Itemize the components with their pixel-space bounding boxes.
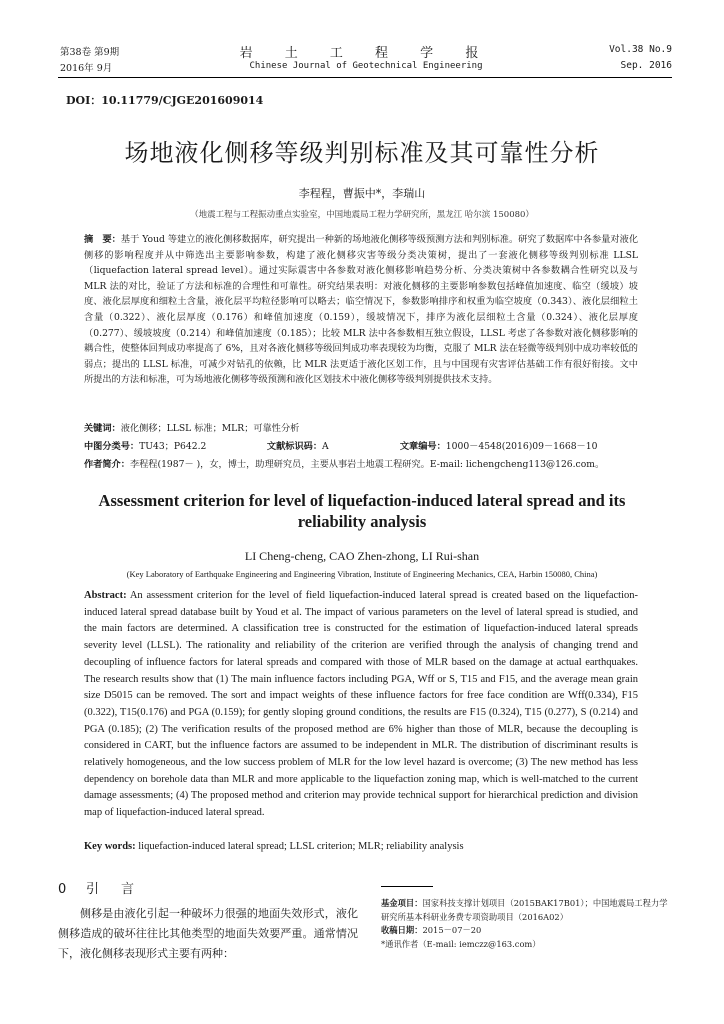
body-paragraph: 侧移是由液化引起一种破坏力很强的地面失效形式，液化侧移造成的破坏往往比其他类型的地面失效要严重。通常情况下，液化侧移表现形式主要有两种： (58, 907, 358, 960)
affiliation-en: (Key Laboratory of Earthquake Engineering and Engineering Vibration, Institute of Engineering Mechanics, CEA, Harbin 150080, China) (126, 569, 598, 579)
clc-value: TU43；P642.2 (139, 441, 207, 452)
keywords-cn (84, 420, 638, 434)
clc-label: 中图分类号： (84, 441, 140, 452)
doi[interactable]: DOI：10.11779/CJGE201609014 (66, 94, 264, 107)
authors-en: LI Cheng-cheng, CAO Zhen-zhong, LI Rui-shan (244, 549, 480, 563)
fund-text: 国家科技支撑计划项目（2015BAK17B01）；中国地震局工程力学研究所基本科研业务费专项资助项目（2016A02） (381, 898, 668, 922)
doc-code-value: A (322, 441, 329, 452)
doc-code-label: 文献标识码： (266, 441, 323, 452)
received-date: 2015－07－20 (422, 925, 482, 935)
keywords-en-text: liquefaction-induced lateral spread; LLSL criterion; MLR; reliability analysis (138, 841, 464, 852)
abstract-cn (84, 232, 638, 388)
header-rule (58, 77, 672, 78)
journal-name-cn: 岩 土 工 程 学 报 (239, 46, 493, 61)
section-heading (58, 878, 156, 897)
fund-line (381, 897, 673, 924)
authors-cn: 李程程，曹振中*，李瑞山 (298, 187, 426, 200)
footnote (381, 897, 673, 951)
affiliation-cn: （地震工程与工程振动重点实验室，中国地震局工程力学研究所，黑龙江 哈尔滨 150080） (190, 210, 534, 220)
received-line (381, 924, 673, 938)
volume-issue-cn: 第38卷 第9期 (60, 47, 120, 58)
keywords-en (84, 841, 638, 852)
date-en: Sep. 2016 (620, 60, 672, 71)
classification-line (84, 438, 638, 452)
title-en: Assessment criterion for level of liquefaction-induced lateral spread and its reliability analysis (98, 491, 626, 531)
running-header (60, 44, 672, 76)
abstract-cn-label: 摘 要： (84, 234, 121, 245)
section-title: 引言 (86, 882, 157, 897)
article-no-label: 文章编号： (399, 441, 446, 452)
abstract-en-text: An assessment criterion for the level of field liquefaction-induced lateral spread is created based on the liquefaction-induced lateral spread database built by Youd et al. The impact of various parameters on the level of lateral spread is studied, and the main factors are determined. A classification tree is constructed for the estimation of liquefaction-induced lateral spreads severity level (LLSL). The rationality and reliability of the criterion are verified through the analysis of changing trend and decoupling of influence factors for lateral spreads and compared with those of MLR based on the damage at actual earthquakes. The research results show that (1) The main influence factors including PGA, Wff or S, T15 and F15, and the average mean grain size D5015 can be removed. The sort and impact weights of these influence factors for free face condition are Wff(0.334), F15 (0.322), T15(0.176) and PGA (0.159); for gently sloping ground conditions, the results are F15 (0.324), T15 (0.277), S (0.214) and PGA (0.185); (2) The verification results of the proposed method are 6% higher than those of MLR, because the decoupling is considered in CART, but the influence factors are assumed to be independent in MLR. The distribution of discriminant results is relatively homogeneous, and the low success problem of MLR for the low level hazard is overcome; (3) The new method has less dependency on borehole data than MLR and more applicable to the liquefaction zoning map, which is well-matched to the current damage assessments; (4) The proposed method and criterion may provide technical support for hierarchical prediction and division map of liquefaction-induced lateral spread. (84, 590, 638, 819)
title-cn: 场地液化侧移等级判别标准及其可靠性分析 (124, 139, 600, 167)
abstract-cn-text: 基于 Youd 等建立的液化侧移数据库，研究提出一种新的场地液化侧移等级预测方法和判别标准。研究了数据库中各参量对液化侧移的影响程度并从中筛选出主要影响参数，构建了液化侧移灾害等级分类决策树，提出了一套液化侧移等级判别标准 LLSL（liquefaction lateral spread level）。通过实际震害中各参数对液化侧移影响趋势分析、分类决策树中各参数耦合性研究以及与 MLR 法的对比，验证了方法和标准的合理性和可靠性。研究结果表明：对液化侧移的主要影响参数包括峰值加速度、临空（缓坡）坡度、液化层厚度和细粒土含量，液化层平均粒径影响可以略去；临空情况下，参数影响排序和权重为临空坡度（0.343）、液化层细粒土含量（0.322）、液化层厚度（0.176）和峰值加速度（0.159），缓坡情况下，排序为液化层细粒土含量（0.324）、液化层厚度（0.277）、缓坡坡度（0.214）和峰值加速度（0.185）；比较 MLR 法中各参数相互独立假设，LLSL 考虑了各参数对液化侧移影响的耦合性，使整体回判成功率提高了 6%，且对各液化侧移等级回判成功率表现较为均衡，克服了 MLR 法在轻微等级判别中成功率较低的弱点；提出的 LLSL 标准，可减少对钻孔的依赖，比 MLR 法更适于液化区划工作，且与中国现有灾害评估基础工作有很好衔接。文中所提出的方法和标准，可为场地液化侧移等级预测和液化区划技术中液化侧移等级判别提供技术支持。 (84, 234, 639, 386)
footnote-rule (381, 886, 433, 887)
date-cn: 2016年 9月 (60, 63, 113, 74)
received-label: 收稿日期： (381, 925, 423, 935)
journal-name-en: Chinese Journal of Geotechnical Engineering (249, 61, 483, 71)
author-bio-label: 作者简介： (84, 459, 130, 470)
keywords-en-label: Key words: (84, 841, 136, 852)
section-number: 0 (58, 882, 67, 897)
article-no-value: 1000－4548(2016)09－1668－10 (445, 441, 598, 452)
corresponding-author: *通讯作者（E-mail: iemczz@163.com） (381, 938, 541, 949)
author-bio-text: 李程程(1987－ )，女，博士，助理研究员，主要从事岩土地震工程研究。E-mail: lichengcheng113@126.com。 (129, 459, 605, 470)
fund-label: 基金项目： (381, 898, 423, 908)
author-bio (84, 456, 664, 470)
volume-issue-en: Vol.38 No.9 (609, 44, 672, 55)
abstract-en-label: Abstract: (84, 590, 127, 601)
keywords-cn-label: 关键词： (84, 423, 121, 434)
abstract-en (84, 588, 638, 822)
keywords-cn-text: 液化侧移；LLSL 标准；MLR；可靠性分析 (120, 423, 300, 434)
